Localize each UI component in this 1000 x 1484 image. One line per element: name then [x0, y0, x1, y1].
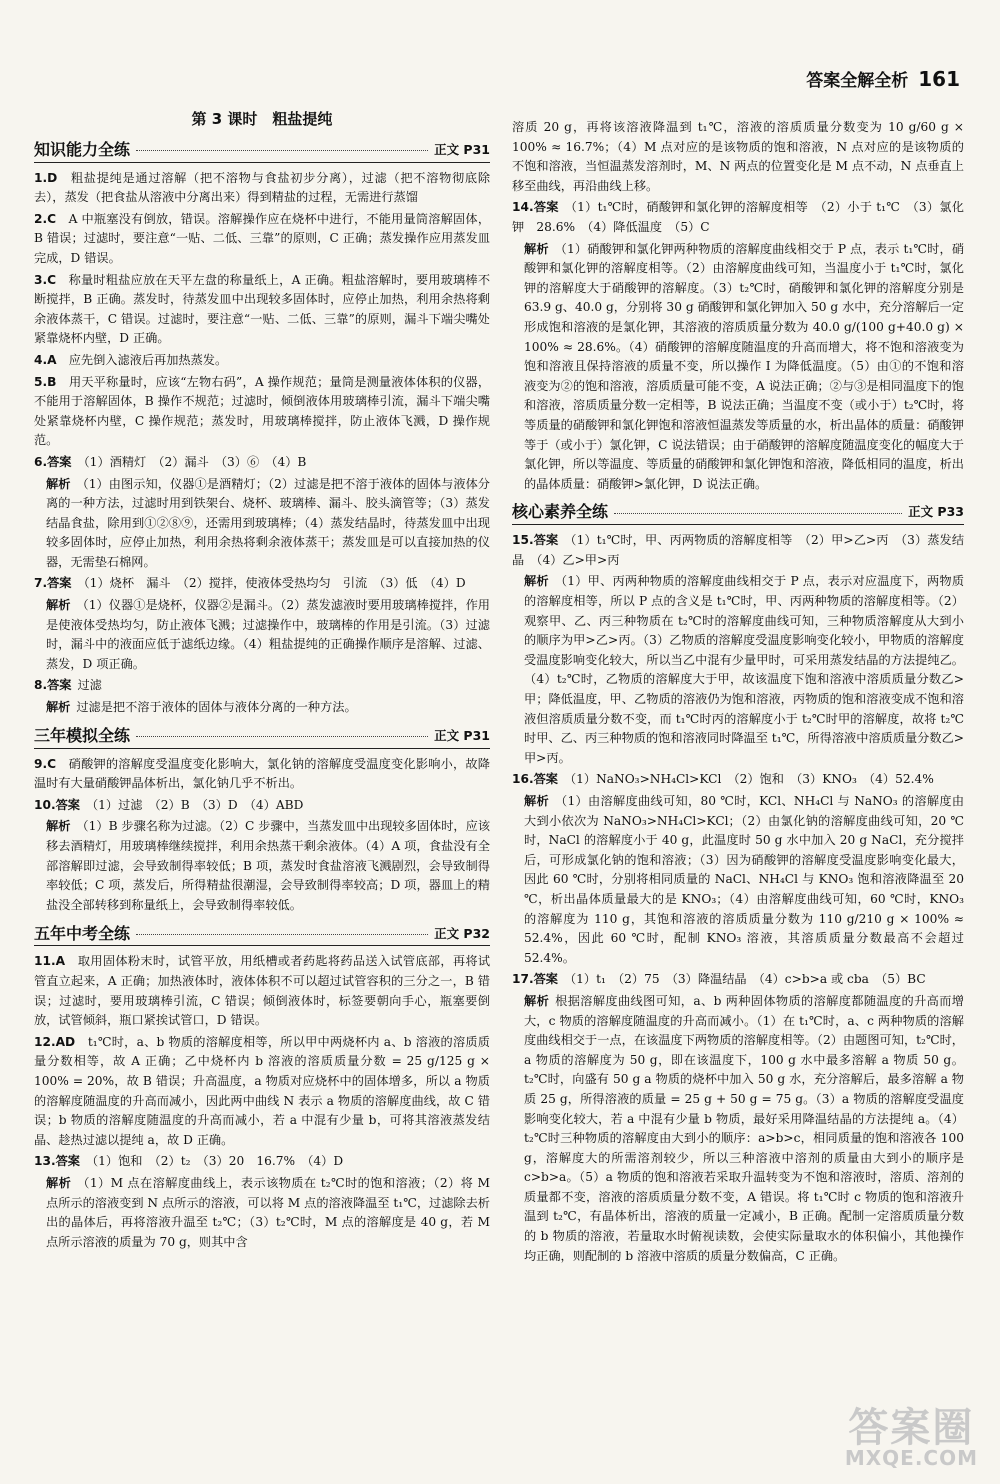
question-11: 11.A 取用固体粉末时，试管平放，用纸槽或者药匙将药品送入试管底部，再将试管直立起来，A 正确；加热液体时，液体体积不可以超过试管容积的三分之一，B 错误；过滤时，要用玻璃棒引流，C 错误；倾倒液体时，标签要朝向手心，瓶塞要倒放，试管倾斜，瓶口紧挨试管口，D 错误。 — [34, 954, 491, 1028]
site-watermark — [844, 1405, 978, 1470]
question-17: 17.答案 （1）t₁ （2）75 （3）降温结晶 （4）c>b>a 或 cba （5）BC — [512, 972, 926, 987]
question-3: 3.C 称量时粗盐应放在天平左盘的称量纸上，A 正确。粗盐溶解时，要用玻璃棒不断搅拌，B 正确。蒸发时，待蒸发皿中出现较多固体时，应停止加热，利用余热将剩余液体蒸干，C 错误。过滤时，要注意“一贴、二低、三靠”的原则，漏斗下端尖嘴处紧靠烧杯内壁，D 正确。 — [34, 272, 491, 346]
question-16: 16.答案 （1）NaNO₃>NH₄Cl>KCl （2）饱和 （3）KNO₃ （4）52.4% — [512, 772, 934, 787]
question-10: 10.答案 （1）过滤 （2）B （3）D （4）ABD — [34, 797, 304, 812]
header-title: 答案全解全析 — [806, 71, 909, 91]
analysis-10: 解析 （1）B 步骤名称为过滤。（2）C 步骤中，当蒸发皿中出现较多固体时，应该移去酒精灯，用玻璃棒继续搅拌，利用余热蒸干剩余液体。（4）A 项，食盐没有全部溶解即过滤，会导致制得率较低；B 项，蒸发时食盐溶液飞溅剧烈，会导致制得率较低；C 项，蒸发后，所得精盐很潮湿，会导致制得率较高；D 项，器皿上的精盐没全部转移到称量纸上，会导致制得率较低。 — [46, 819, 491, 912]
section-page-ref: 正文 P31 — [434, 727, 490, 743]
analysis-6: 解析 （1）由图示知，仪器①是酒精灯；（2）过滤是把不溶于液体的固体与液体分离的一种方法，过滤时用到铁架台、烧杯、玻璃棒、漏斗、胶头滴管等；（3）蒸发结晶食盐，除用到①②⑧⑨，还需用到玻璃棒；（4）蒸发结晶时，待蒸发皿中出现较多固体时，应停止加热，利用余热将剩余液体蒸干；蒸发皿是可以直接加热的仪器，无需垫石棉网。 — [46, 476, 490, 569]
section-title: 三年模拟全练 — [34, 725, 131, 745]
question-14: 14.答案 （1）t₁℃时，硝酸钾和氯化钾的溶解度相等 （2）小于 t₁℃ （3）氯化钾 28.6% （4）降低温度 （5）C — [512, 200, 964, 234]
question-2: 2.C A 中瓶塞没有倒放，错误。溶解操作应在烧杯中进行，不能用量筒溶解固体，B 错误；过滤时，要注意“一贴、二低、三靠”的原则，C 正确；蒸发操作应用蒸发皿完成，D 错误。 — [34, 211, 491, 265]
section-leader-dots — [136, 926, 428, 935]
section-page-ref: 正文 P32 — [434, 925, 490, 941]
analysis-8: 解析 过滤是把不溶于液体的固体与液体分离的一种方法。 — [46, 700, 357, 715]
section-three-year — [34, 724, 490, 749]
analysis-16: 解析 （1）由溶解度曲线可知，80 ℃时，KCl、NH₄Cl 与 NaNO₃ 的溶解度由大到小依次为 NaNO₃>NH₄Cl>KCl；（2）由氯化钠的溶解度曲线可知，20 ℃时，NaCl 的溶解度小于 40 g，此温度时 50 g 水中加入 20 g NaCl，充分搅拌后，可形成氯化钠的饱和溶液；（3）因为硝酸钾的溶解度受温度影响变化最大，因此 60 ℃时，分别将相同质量的 NaCl、NH₄Cl 与 KNO₃ 饱和溶液降温至 20 ℃，析出晶体质量最大的是 KNO₃；（4）由溶解度曲线可知，60 ℃时，KNO₃ 的溶解度为 110 g，其饱和溶液的溶质质量分数为 110 g/210 g × 100% ≈ 52.4%，因此 60 ℃时，配制 KNO₃ 溶液，其溶质质量分数最高不会超过 52.4%。 — [524, 794, 965, 965]
section-title: 核心素养全练 — [512, 502, 609, 522]
section-title: 知识能力全练 — [34, 139, 131, 159]
section-page-ref: 正文 P31 — [434, 141, 490, 157]
question-13: 13.答案 （1）饱和 （2）t₂ （3）20 16.7% （4）D — [34, 1154, 344, 1169]
section-leader-dots — [136, 142, 428, 151]
watermark-url: MXQE.COM — [844, 1446, 978, 1470]
question-8: 8.答案 过滤 — [34, 678, 102, 693]
analysis-14: 解析 （1）硝酸钾和氯化钾两种物质的溶解度曲线相交于 P 点，表示 t₁℃时，硝酸钾和氯化钾的溶解度相等。（2）由溶解度曲线可知，当温度小于 t₁℃时，氯化钾的溶解度大于硝酸钾的溶解度。（3）t₂℃时，硝酸钾和氯化钾的溶解度分别是 63.9 g、40.0 g，分别将 30 g 硝酸钾和氯化钾加入 50 g 水中，充分溶解后一定形成饱和溶液的是氯化钾，其溶液的溶质质量分数为 40.0 g/(100 g+40.0 g) × 100% ≈ 28.6%。（4）硝酸钾的溶解度随温度的升高而增大，将不饱和溶液变为饱和溶液且保持溶液的质量不变，所以操作 I 为降低温度。（5）由①的不饱和溶液变为②的饱和溶液，溶质质量可能不变，A 说法正确；②与③是相同温度下的饱和溶液，溶质质量分数一定相等，B 说法正确；当温度不变（或小于）t₂℃时，将等质量的硝酸钾和氯化钾饱和溶液恒温蒸发等质量的水，析出晶体的质量：硝酸钾等于（或小于）氯化钾，C 说法错误；由于硝酸钾的溶解度随温度变化的幅度大于氯化钾，所以等温度、等质量的硝酸钾和氯化钾饱和溶液，降低相同的温度，析出的晶体质量：硝酸钾>氯化钾，D 说法正确。 — [524, 241, 965, 491]
left-column — [34, 110, 490, 1254]
analysis-7: 解析 （1）仪器①是烧杯，仪器②是漏斗。（2）蒸发滤液时要用玻璃棒搅拌，作用是使液体受热均匀，防止液体飞溅；过滤操作中，玻璃棒的作用是引流。（3）过滤时，漏斗中的液面应低于滤纸边缘。（4）粗盐提纯的正确操作顺序是溶解、过滤、蒸发，D 项正确。 — [46, 598, 490, 671]
question-7: 7.答案 （1）烧杯 漏斗 （2）搅拌，使液体受热均匀 引流 （3）低 （4）D — [34, 576, 466, 591]
section-leader-dots — [136, 728, 428, 737]
right-column — [512, 118, 964, 1268]
page-number: 161 — [918, 67, 960, 91]
analysis-13: 解析 （1）M 点在溶解度曲线上，表示该物质在 t₂℃时的饱和溶液；（2）将 M 点所示的溶液变到 N 点所示的溶液，可以将 M 点的溶液降温至 t₁℃，过滤除去析出的晶体后，再将溶液升温至 t₂℃；（3）t₂℃时，M 点的溶解度是 40 g，若 M 点所示溶液的质量为 70 g，则其中含 — [46, 1175, 491, 1249]
section-title: 五年中考全练 — [34, 923, 131, 943]
section-core-literacy — [512, 500, 964, 525]
analysis-17: 解析 根据溶解度曲线图可知，a、b 两种固体物质的溶解度都随温度的升高而增大，c 物质的溶解度随温度的升高而减小。（1）在 t₁℃时，a、c 两种物质的溶解度曲线相交于一点，在该温度下两物质的溶解度相等。（2）由题图可知，t₂℃时，a 物质的溶解度为 50 g，即在该温度下，100 g 水中最多溶解 a 物质 50 g。t₂℃时，向盛有 50 g a 物质的烧杯中加入 50 g 水，充分溶解后，最多溶解 a 物质 25 g，所得溶液的质量 = 25 g + 50 g = 75 g。（3）a 物质的溶解度受温度影响变化较大，若 a 中混有少量 b 物质，最好采用降温结晶的方法提纯 a。（4）t₂℃时三种物质的溶解度由大到小的顺序：a>b>c，相同质量的饱和溶液各 100 g，溶解度大的所需溶剂较少，所以三种溶液中溶剂的质量由大到小的顺序是 c>b>a。（5）a 物质的饱和溶液若采取升温转变为不饱和溶液时，溶质、溶剂的质量都不变，溶液的溶质质量分数不变，A 错误。将 t₁℃时 c 物质的饱和溶液升温到 t₂℃，有晶体析出，溶液的质量一定减小，B 正确。配制一定溶质质量分数的 b 物质的溶液，若量取水时俯视读数，会使实际量取水的体积偏小，其他操作均正确，则配制的 b 溶液中溶质的质量分数偏高，C 正确。 — [524, 993, 964, 1263]
analysis-15: 解析 （1）甲、丙两种物质的溶解度曲线相交于 P 点，表示对应温度下，两物质的溶解度相等，所以 P 点的含义是 t₁℃时，甲、丙两种物质的溶解度相等。（2）观察甲、乙、丙三种物质在 t₂℃时的溶解度曲线可知，三种物质溶解度从大到小的顺序为甲>乙>丙。（3）乙物质的溶解度受温度影响变化较小，甲物质的溶解度受温度影响变化较大，所以当乙中混有少量甲时，可采用蒸发结晶的方法提纯乙。（4）t₂℃时，乙物质的溶解度大于甲，故该温度下饱和溶液中溶质质量分数乙>甲；降低温度，甲、乙物质的溶液仍为饱和溶液，丙物质的饱和溶液变成不饱和溶液但溶质质量分数不变，而 t₁℃时丙的溶解度小于 t₂℃时甲的溶解度，故将 t₂℃时甲、乙、丙三种物质的饱和溶液同时降温至 t₁℃，所得溶液中溶质质量分数乙>甲>丙。 — [524, 574, 965, 765]
question-5: 5.B 用天平称量时，应该“左物右码”，A 操作规范；量筒是测量液体体积的仪器，不能用于溶解固体，B 操作不规范；过滤时，倾倒液体用玻璃棒引流，漏斗下端尖嘴处紧靠烧杯内壁，C 操作规范；蒸发时，用玻璃棒搅拌，防止液体飞溅，D 操作规范。 — [34, 374, 491, 448]
lesson-title: 第 3 课时 粗盐提纯 — [191, 110, 333, 128]
question-9: 9.C 硝酸钾的溶解度受温度变化影响大，氯化钠的溶解度受温度变化影响小，故降温时有大量硝酸钾晶体析出，氯化钠几乎不析出。 — [34, 756, 490, 791]
question-15: 15.答案 （1）t₁℃时，甲、丙两物质的溶解度相等 （2）甲>乙>丙 （3）蒸发结晶 （4）乙>甲>丙 — [512, 533, 965, 567]
question-4: 4.A 应先倒入滤液后再加热蒸发。 — [34, 352, 228, 367]
section-page-ref: 正文 P33 — [908, 504, 964, 520]
analysis-13-continued: 溶质 20 g，再将该溶液降温到 t₁℃，溶液的溶质质量分数变为 10 g/60 g × 100% ≈ 16.7%；（4）M 点对应的是该物质的饱和溶液，N 点对应的是该物质的不饱和溶液，当恒温蒸发溶剂时，M、N 两点的位置变化是 M 点不动，N 点垂直上移至曲线，再沿曲线上移。 — [512, 120, 964, 193]
page-header — [806, 66, 960, 91]
question-12: 12.AD t₁℃时，a、b 物质的溶解度相等，所以甲中两烧杯内 a、b 溶液的溶质质量分数相等，故 A 正确；乙中烧杯内 b 溶液的溶质质量分数 = 25 g/125 g × 100% = 20%，故 B 错误；升高温度，a 物质对应烧杯中的固体增多，所以 a 物质的溶解度随温度的升高而减小，因此两中曲线 N 表示 a 物质的溶解度曲线，故 C 错误；b 物质的溶解度随温度的升高而减小，若 a 中混有少量 b，可将其溶液蒸发结晶、趁热过滤以提纯 a，故 D 正确。 — [34, 1034, 490, 1147]
question-1: 1.D 粗盐提纯是通过溶解（把不溶物与食盐初步分离），过滤（把不溶物彻底除去），蒸发（把食盐从溶液中分离出来）得到精盐的过程，无需进行蒸馏 — [34, 170, 491, 205]
section-leader-dots — [614, 505, 902, 514]
section-knowledge — [34, 138, 490, 163]
section-five-year — [34, 921, 490, 946]
question-6: 6.答案 （1）酒精灯 （2）漏斗 （3）⑥ （4）B — [34, 454, 307, 469]
watermark-text: 答案圈 — [848, 1405, 975, 1451]
